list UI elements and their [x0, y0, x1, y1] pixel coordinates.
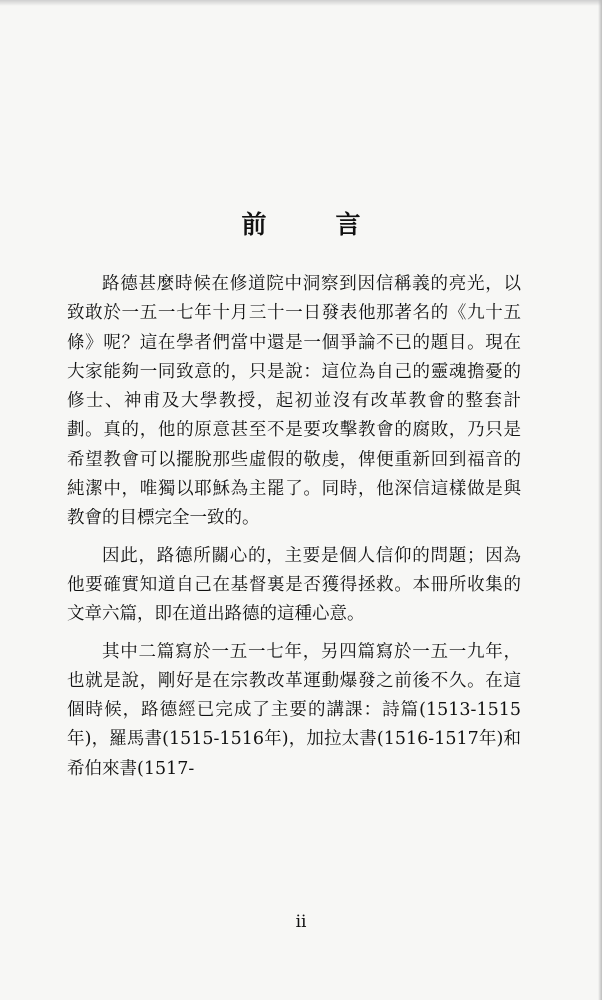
body-text: [67, 270, 521, 792]
paragraph-3: 其中二篇寫於一五一七年，另四篇寫於一五一九年，也就是說，剛好是在宗教改革運動爆發之前後不久。在這個時候，路德經已完成了主要的講課：詩篇(1513-1515年)，羅馬書(1515-1516年)，加拉太書(1516-1517年)和希伯來書(1517-: [67, 641, 521, 779]
page-number: ii: [295, 912, 307, 932]
paragraph-1: 路德甚麼時候在修道院中洞察到因信稱義的亮光，以致敢於一五一七年十月三十一日發表他那著名的《九十五條》呢？這在學者們當中還是一個爭論不已的題目。現在大家能夠一同致意的，只是說：這位為自己的靈魂擔憂的修士、神甫及大學教授，起初並沒有改革教會的整套計劃。真的，他的原意甚至不是要攻擊教會的腐敗，乃只是希望教會可以擺脫那些虛假的敬虔，俾便重新回到福音的純潔中，唯獨以耶穌為主罷了。同時，他深信這樣做是與教會的目標完全一致的。: [67, 274, 521, 529]
page-title: 前 言: [241, 209, 383, 239]
paragraph-2: 因此，路德所關心的，主要是個人信仰的問題；因為他要確實知道自己在基督裏是否獲得拯救。本冊所收集的文章六篇，即在道出路德的這種心意。: [67, 545, 521, 625]
